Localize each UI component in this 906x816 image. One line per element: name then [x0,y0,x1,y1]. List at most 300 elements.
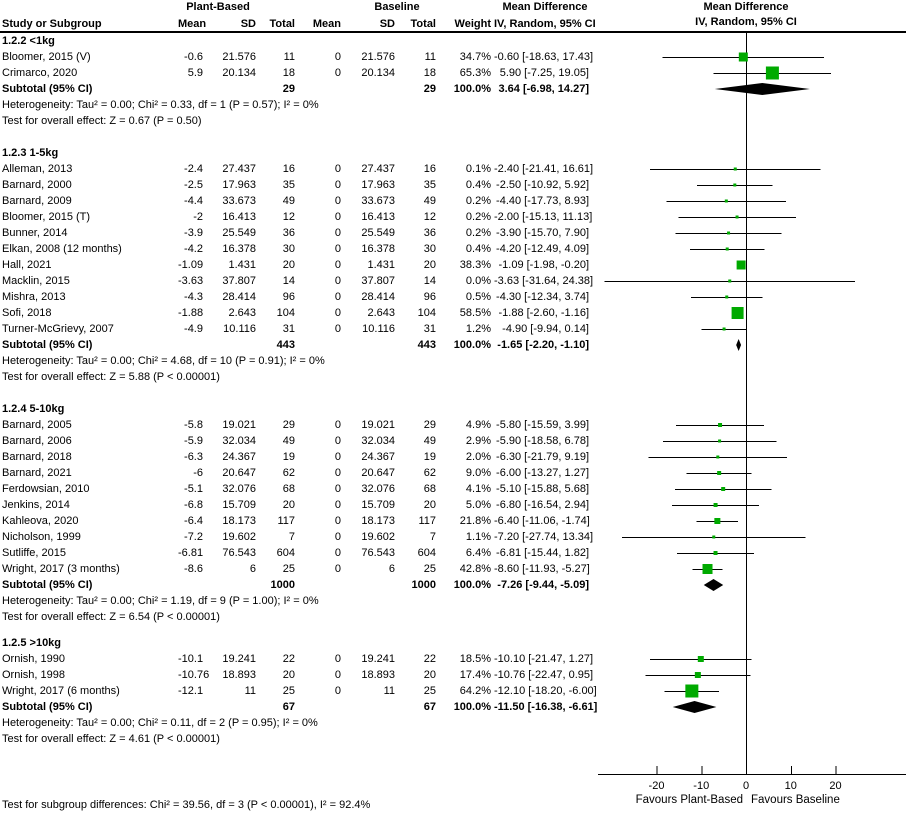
bl-mean: 0 [334,179,341,191]
overall-effect-note-text: Test for overall effect: Z = 0.67 (P = 0.50) [2,115,202,127]
study-name: Subtotal (95% CI) [2,701,93,713]
pb-sd: 6 [249,563,256,575]
bl-total: 96 [423,291,436,303]
bl-mean: 0 [334,243,341,255]
study-row [0,465,592,481]
study-name: Subtotal (95% CI) [2,339,93,351]
bl-mean: 0 [334,163,341,175]
pb-sd [206,577,259,593]
md-ci-text: -2.00 [-15.13, 11.13] [494,211,593,223]
study-name: Barnard, 2006 [2,435,72,447]
axis-tick-label: -10 [693,780,710,792]
pb-total: 49 [282,435,295,447]
md-ci-text: -1.65 [-2.20, -1.10] [497,339,589,351]
bl-sd: 76.543 [361,547,395,559]
study-name: Nicholson, 1999 [2,531,81,543]
pb-mean: -2.4 [184,163,203,175]
study-name: Subtotal (95% CI) [2,83,93,95]
bl-mean: 0 [334,211,341,223]
mean-square [723,328,726,331]
study-row [0,65,592,81]
study-row [0,161,592,177]
md-ci-text: -10.10 [-21.47, 1.27] [494,653,594,665]
col-bl-sd: SD [379,18,395,30]
plot-subtitle: IV, Random, 95% CI [695,16,797,28]
subtotal-row [0,699,598,715]
pb-mean: -6.81 [178,547,204,559]
md-ci-text: -4.30 [-12.34, 3.74] [496,291,589,303]
weight-value: 9.0% [465,467,491,479]
pb-mean: -5.8 [184,419,203,431]
study-name: Crimarco, 2020 [2,67,78,79]
md-ci-text: -4.40 [-17.73, 8.93] [496,195,589,207]
subtotal-diamond [715,83,810,95]
bl-sd: 11 [383,685,395,697]
md-ci-text: -6.30 [-21.79, 9.19] [496,451,589,463]
weight-value: 0.2% [465,211,491,223]
subgroup-label-text: 1.2.2 <1kg [2,35,55,47]
study-name: Wright, 2017 (3 months) [2,563,120,575]
study-name: Sutliffe, 2015 [2,547,67,559]
pb-sd: 16.378 [222,243,256,255]
bl-total: 20 [423,669,436,681]
study-row [0,433,592,449]
weight-value: 100.0% [453,83,491,95]
pb-mean: -5.1 [184,483,203,495]
bl-sd: 16.378 [361,243,395,255]
md-ci-text: -5.80 [-15.59, 3.99] [496,419,589,431]
bl-total: 68 [423,483,436,495]
pb-sd: 17.963 [222,179,256,191]
pb-sd: 19.602 [222,531,256,543]
pb-total: 19 [282,451,295,463]
pb-mean: -4.3 [184,291,203,303]
pb-mean: -10.1 [178,653,204,665]
bl-total: 29 [423,83,436,95]
pb-total: 14 [282,275,295,287]
study-name: Subtotal (95% CI) [2,579,93,591]
study-name: Hall, 2021 [2,259,52,271]
spacer-row [0,385,592,401]
study-row [0,209,592,225]
mean-square [725,200,728,203]
weight-value: 0.4% [465,243,491,255]
bl-sd: 17.963 [361,179,395,191]
pb-total: 12 [282,211,295,223]
subgroup-label [0,401,592,417]
pb-sd: 16.413 [222,211,256,223]
bl-mean [298,577,344,593]
bl-mean: 0 [334,653,341,665]
study-row [0,561,592,577]
study-name: Sofi, 2018 [2,307,52,319]
pb-mean: -6.3 [184,451,203,463]
overall-effect-note [0,113,592,129]
col-weight: Weight [454,18,491,30]
pb-sd: 33.673 [222,195,256,207]
pb-mean: 5.9 [187,67,203,79]
col-pb-mean: Mean [178,18,207,30]
bl-mean: 0 [334,467,341,479]
bl-total: 49 [423,435,436,447]
pb-mean: -7.2 [184,531,203,543]
pb-total: 16 [282,163,295,175]
study-row [0,667,592,683]
bl-total: 18 [423,67,436,79]
bl-mean: 0 [334,195,341,207]
bl-sd: 19.021 [361,419,395,431]
mean-square [714,503,718,507]
heterogeneity-note-text: Heterogeneity: Tau² = 0.00; Chi² = 0.33, df = 1 (P = 0.57); I² = 0% [2,99,319,111]
bl-sd: 18.173 [361,515,395,527]
pb-mean: -6.4 [184,515,203,527]
study-name: Barnard, 2018 [2,451,72,463]
md-ci-text: -2.40 [-21.41, 16.61] [494,163,594,175]
bl-total: 1000 [411,579,436,591]
subtotal-row [0,81,592,97]
pb-total: 96 [282,291,295,303]
axis-tick-label: 10 [784,780,797,792]
bl-mean [298,699,344,715]
bl-sd: 18.893 [361,669,395,681]
bl-sd: 37.807 [361,275,395,287]
study-row [0,193,592,209]
bl-total: 67 [423,701,436,713]
mean-square [736,216,739,219]
md-ci-text: 5.90 [-7.25, 19.05] [499,67,589,79]
weight-value: 2.9% [465,435,491,447]
study-name: Kahleova, 2020 [2,515,79,527]
bl-sd [344,337,398,353]
bl-mean: 0 [334,685,341,697]
bl-sd: 15.709 [361,499,395,511]
study-name: Mishra, 2013 [2,291,66,303]
subgroup-differences-note: Test for subgroup differences: Chi² = 39.56, df = 3 (P < 0.00001), I² = 92.4% [2,799,371,811]
bl-sd: 32.034 [361,435,395,447]
pb-sd: 19.241 [222,653,256,665]
study-row [0,651,592,667]
subgroup-label-text: 1.2.4 5-10kg [2,403,65,415]
bl-sd: 20.134 [361,67,395,79]
bl-mean: 0 [334,531,341,543]
pb-total: 25 [282,685,295,697]
bl-mean: 0 [334,323,341,335]
col-group-mean-difference: Mean Difference [502,1,588,13]
pb-mean: -3.63 [178,275,204,287]
md-ci-text: -3.63 [-31.64, 24.38] [494,275,594,287]
bl-mean: 0 [334,307,341,319]
pb-mean: -6.8 [184,499,203,511]
md-ci-text: -7.20 [-27.74, 13.34] [494,531,594,543]
bl-sd: 16.413 [361,211,395,223]
study-name: Alleman, 2013 [2,163,73,175]
pb-mean: -12.1 [178,685,204,697]
heterogeneity-note [0,97,592,113]
study-row [0,305,592,321]
weight-value: 17.4% [459,669,491,681]
bl-mean: 0 [334,515,341,527]
subgroup-label [0,33,592,49]
bl-mean: 0 [334,67,341,79]
md-ci-text: -8.60 [-11.93, -5.27] [494,563,590,575]
pb-sd: 24.367 [222,451,256,463]
pb-total: 29 [282,419,295,431]
axis-tick-label: 0 [742,780,750,792]
mean-square [725,296,728,299]
md-ci-text: -0.60 [-18.63, 17.43] [494,51,594,63]
weight-value: 0.2% [465,195,491,207]
bl-sd: 25.549 [361,227,395,239]
md-ci-text: -5.90 [-18.58, 6.78] [496,435,589,447]
bl-total: 25 [423,563,436,575]
bl-total: 22 [423,653,436,665]
pb-sd: 18.893 [222,669,256,681]
pb-sd: 21.576 [222,51,256,63]
study-name: Macklin, 2015 [2,275,70,287]
pb-mean: -8.6 [184,563,203,575]
weight-value: 100.0% [453,701,491,713]
pb-mean [178,337,206,353]
study-name: Barnard, 2005 [2,419,72,431]
study-name: Turner-McGrievy, 2007 [2,323,114,335]
study-row [0,683,597,699]
heterogeneity-note [0,353,592,369]
mean-square [718,423,722,427]
study-row [0,321,592,337]
bl-mean: 0 [334,483,341,495]
bl-mean [298,337,344,353]
bl-total: 104 [417,307,436,319]
overall-effect-note [0,731,592,747]
weight-value: 34.7% [459,51,491,63]
pb-total: 35 [282,179,295,191]
subgroup-label-text: 1.2.5 >10kg [2,637,62,649]
col-bl-total: Total [410,18,436,30]
overall-effect-note-text: Test for overall effect: Z = 5.88 (P < 0.00001) [2,371,220,383]
weight-value: 4.1% [465,483,491,495]
study-name: Ferdowsian, 2010 [2,483,90,495]
pb-sd: 25.549 [222,227,256,239]
pb-total: 25 [282,563,295,575]
mean-square [732,307,744,319]
weight-value: 0.4% [465,179,491,191]
pb-total: 22 [282,653,295,665]
pb-sd: 20.647 [222,467,256,479]
bl-sd [344,699,398,715]
study-row [0,449,592,465]
mean-square [734,168,737,171]
bl-mean: 0 [334,451,341,463]
overall-effect-note [0,609,592,625]
col-md-ci: IV, Random, 95% CI [494,18,596,30]
col-group-plant-based: Plant-Based [186,1,250,13]
study-name: Barnard, 2021 [2,467,72,479]
bl-sd: 19.602 [361,531,395,543]
subtotal-diamond [673,701,717,713]
bl-total: 117 [418,515,436,527]
pb-mean: -3.9 [184,227,203,239]
study-name: Wright, 2017 (6 months) [2,685,120,697]
pb-total: 62 [282,467,295,479]
study-row [0,49,592,65]
study-name: Bloomer, 2015 (T) [2,211,91,223]
pb-total: 31 [282,323,295,335]
study-row [0,545,592,561]
study-row [0,529,592,545]
study-row [0,273,592,289]
study-name: Jenkins, 2014 [2,499,70,511]
bl-total: 12 [423,211,436,223]
bl-total: 36 [423,227,436,239]
pb-sd: 32.034 [222,435,256,447]
bl-total: 14 [423,275,436,287]
heterogeneity-note [0,593,592,609]
pb-total: 18 [282,67,295,79]
bl-mean: 0 [334,499,341,511]
heterogeneity-note [0,715,592,731]
heterogeneity-note-text: Heterogeneity: Tau² = 0.00; Chi² = 0.11, df = 2 (P = 0.95); I² = 0% [2,717,318,729]
mean-square [728,280,731,283]
mean-square [737,261,746,270]
bl-sd: 28.414 [361,291,395,303]
pb-total: 604 [276,547,295,559]
spacer-row [0,129,592,145]
weight-value: 58.5% [459,307,491,319]
pb-total: 20 [282,259,295,271]
mean-square [685,685,698,698]
md-ci-text: -1.88 [-2.60, -1.16] [498,307,589,319]
pb-mean: -0.6 [184,51,203,63]
pb-sd: 37.807 [222,275,256,287]
pb-total: 29 [282,83,295,95]
pb-total: 30 [282,243,295,255]
mean-square [712,536,715,539]
weight-value: 6.4% [465,547,491,559]
table-header [0,0,906,33]
bl-total: 25 [423,685,436,697]
bl-total: 30 [423,243,436,255]
md-ci-text: -12.10 [-18.20, -6.00] [494,685,597,697]
pb-total: 68 [282,483,295,495]
pb-sd [206,699,259,715]
bl-mean: 0 [334,227,341,239]
mean-square [717,471,721,475]
md-ci-text: -4.20 [-12.49, 4.09] [496,243,589,255]
study-row [0,225,592,241]
mean-square [718,440,721,443]
weight-value: 65.3% [459,67,491,79]
column-header-row [0,16,596,32]
study-name: Barnard, 2000 [2,179,72,191]
pb-mean: -10.76 [178,669,210,681]
bl-sd: 2.643 [367,307,395,319]
pb-sd: 18.173 [222,515,256,527]
col-pb-total: Total [269,18,295,30]
weight-value: 1.2% [465,323,491,335]
mean-square [721,487,725,491]
bl-mean: 0 [334,51,341,63]
pb-mean: -5.9 [184,435,203,447]
bl-total: 20 [423,259,436,271]
bl-sd: 32.076 [361,483,395,495]
bl-mean: 0 [334,275,341,287]
pb-mean: -1.88 [178,307,204,319]
pb-mean [178,577,206,593]
pb-total: 1000 [270,579,295,591]
bl-total: 29 [423,419,436,431]
weight-value: 64.2% [459,685,491,697]
mean-square [733,184,736,187]
bl-sd: 1.431 [367,259,395,271]
subtotal-row [0,337,592,353]
pb-total: 7 [288,531,295,543]
spacer-row [0,625,592,635]
subgroup-label [0,635,592,651]
pb-mean [178,699,206,715]
col-study-or-subgroup: Study or Subgroup [2,18,102,30]
pb-total: 443 [276,339,295,351]
pb-mean: -6 [193,467,203,479]
bl-total: 443 [417,339,436,351]
pb-mean: -2 [193,211,203,223]
bl-total: 604 [417,547,436,559]
pb-total: 117 [277,515,295,527]
study-row [0,289,592,305]
col-group-baseline: Baseline [374,1,420,13]
study-row [0,513,592,529]
bl-sd: 33.673 [361,195,395,207]
bl-total: 31 [423,323,436,335]
study-row [0,481,592,497]
bl-total: 62 [423,467,436,479]
pb-mean: -4.2 [184,243,203,255]
weight-value: 42.8% [459,563,491,575]
weight-value: 4.9% [465,419,491,431]
subtotal-diamond [704,579,723,591]
pb-total: 49 [282,195,295,207]
pb-sd: 11 [244,685,256,697]
subgroup-label [0,145,592,161]
pb-sd: 28.414 [222,291,256,303]
md-ci-text: -6.40 [-11.06, -1.74] [494,515,590,527]
pb-sd: 76.543 [222,547,256,559]
subtotal-row [0,577,592,593]
bl-sd: 6 [388,563,395,575]
study-name: Bunner, 2014 [2,227,68,239]
overall-effect-note [0,369,592,385]
bl-total: 35 [423,179,436,191]
col-pb-sd: SD [240,18,256,30]
study-name: Elkan, 2008 (12 months) [2,243,122,255]
md-ci-text: -6.81 [-15.44, 1.82] [496,547,589,559]
heterogeneity-note-text: Heterogeneity: Tau² = 0.00; Chi² = 1.19, df = 9 (P = 1.00); I² = 0% [2,595,319,607]
pb-sd: 20.134 [222,67,256,79]
bl-mean: 0 [334,291,341,303]
mean-square [726,248,729,251]
pb-sd: 19.021 [222,419,256,431]
mean-square [714,551,718,555]
bl-mean: 0 [334,259,341,271]
axis-tick-label: -20 [648,780,665,792]
study-name: Ornish, 1990 [2,653,65,665]
pb-mean [178,81,206,97]
pb-sd: 1.431 [228,259,256,271]
pb-total: 67 [282,701,295,713]
pb-total: 20 [282,669,295,681]
md-ci-text: -10.76 [-22.47, 0.95] [494,669,594,681]
bl-total: 16 [423,163,436,175]
bl-mean: 0 [334,419,341,431]
